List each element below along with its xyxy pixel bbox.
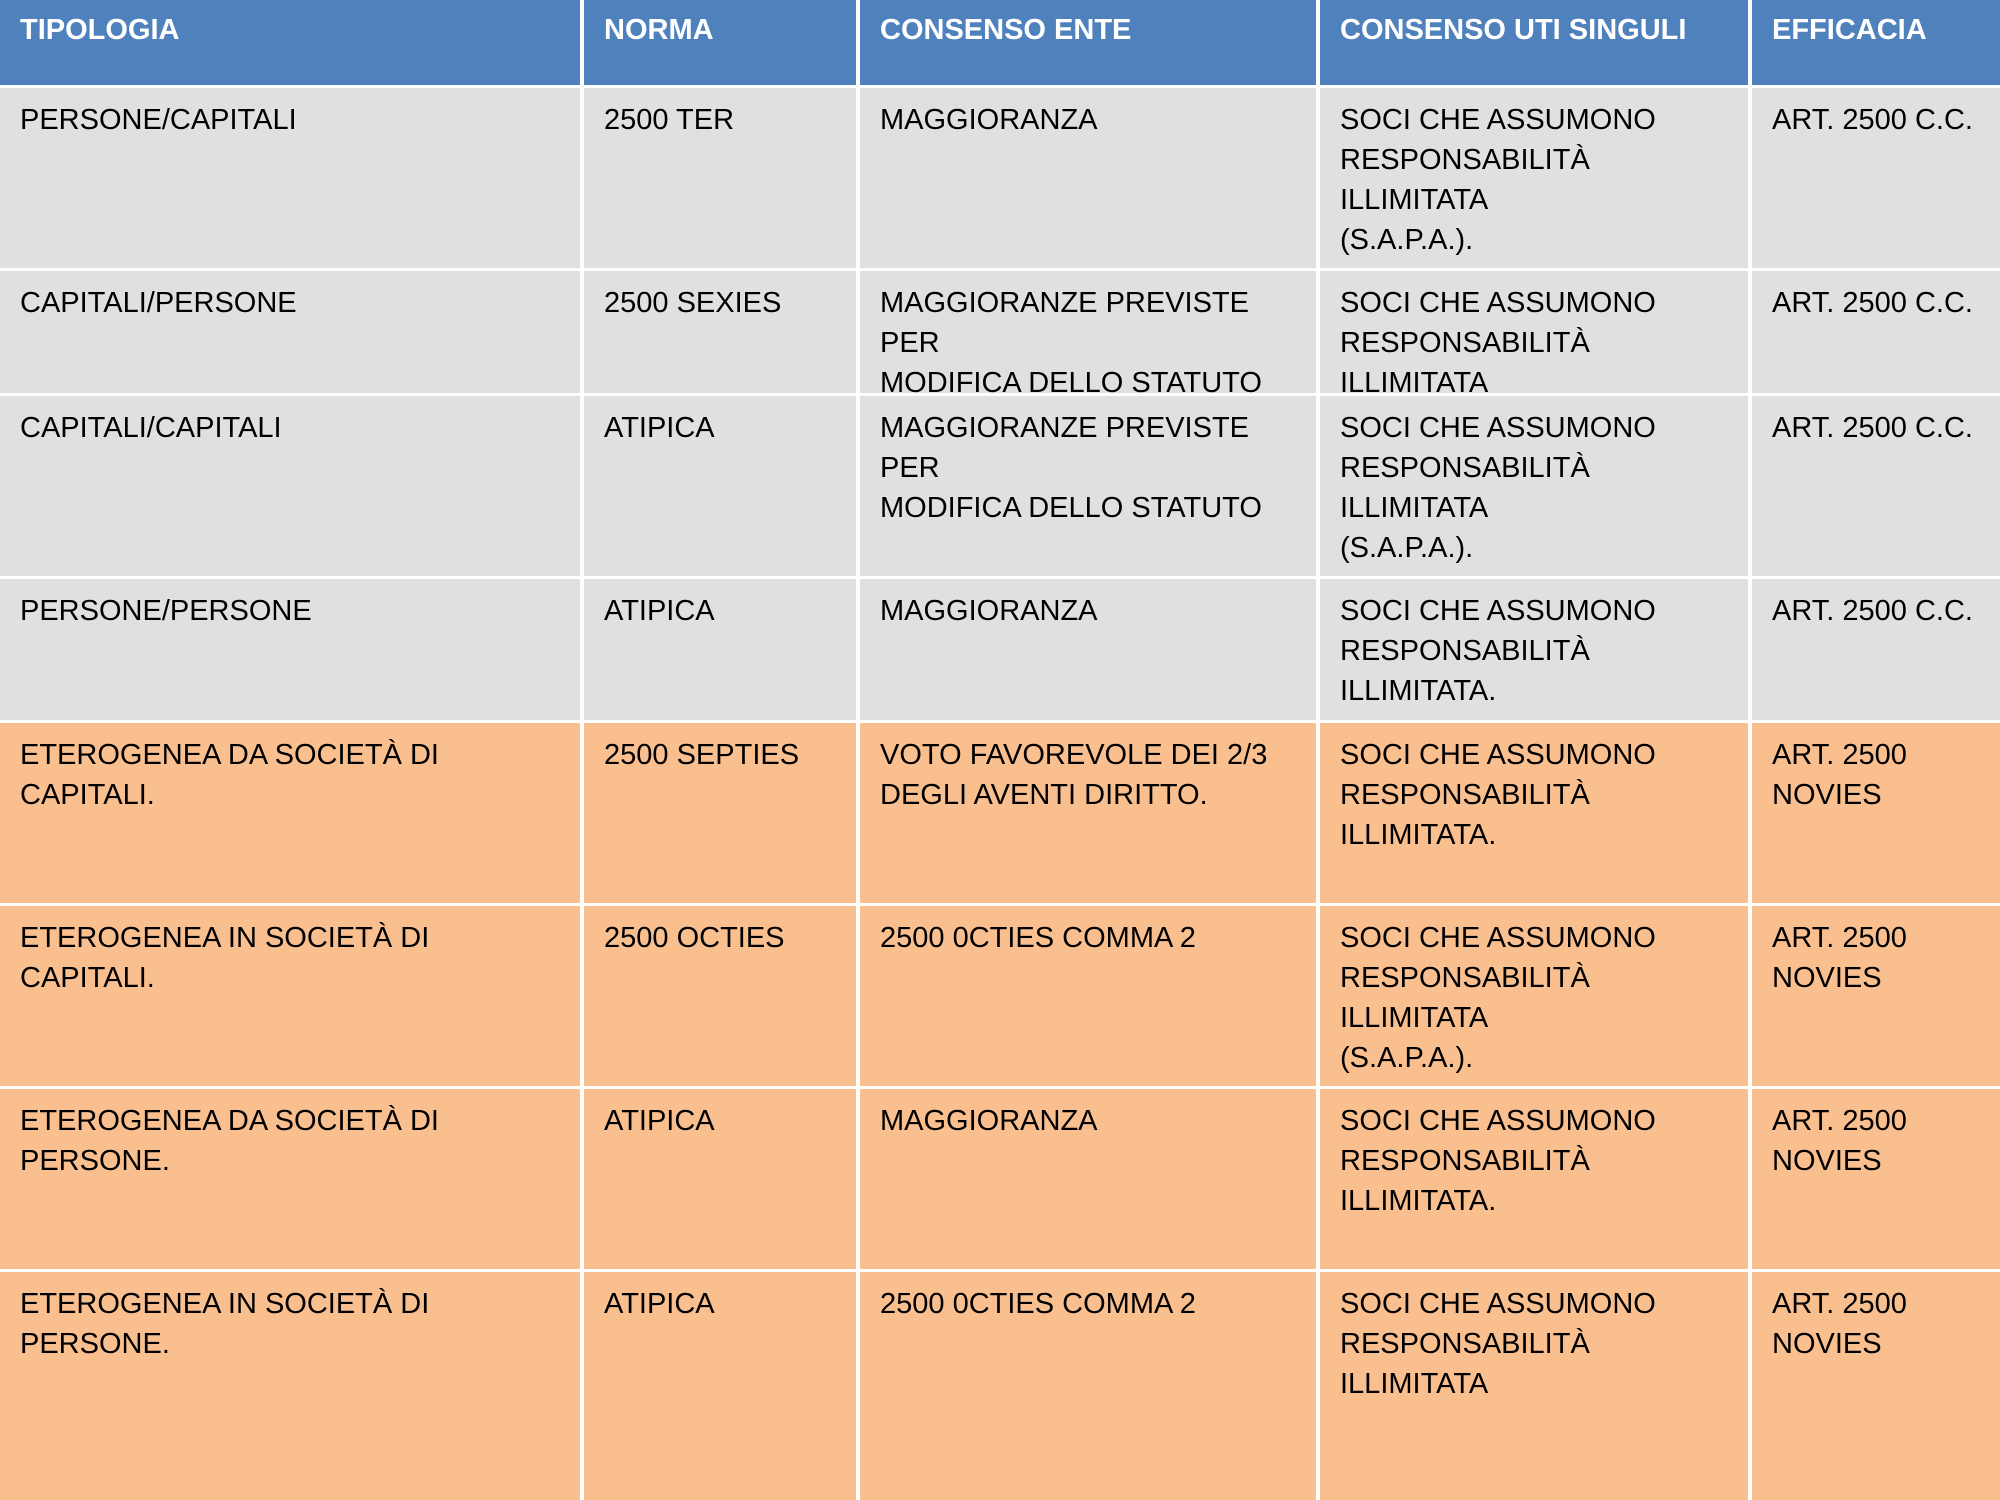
header-consenso-uti-singuli: CONSENSO UTI SINGULI <box>1320 0 1748 85</box>
header-consenso-ente: CONSENSO ENTE <box>860 0 1316 85</box>
cell-norma: 2500 SEPTIES <box>584 723 856 903</box>
cell-norma: 2500 OCTIES <box>584 906 856 1086</box>
cell-consenso-uti-singuli: SOCI CHE ASSUMONO RESPONSABILITÀ ILLIMITATA <box>1320 1272 1748 1500</box>
header-efficacia: EFFICACIA <box>1752 0 2000 85</box>
cell-tipologia: ETEROGENEA IN SOCIETÀ DI CAPITALI. <box>0 906 580 1086</box>
cell-norma: ATIPICA <box>584 579 856 720</box>
cell-efficacia: ART. 2500 C.C. <box>1752 396 2000 576</box>
cell-consenso-uti-singuli: SOCI CHE ASSUMONO RESPONSABILITÀ ILLIMITATA (S.A.P.A.). <box>1320 396 1748 576</box>
cell-efficacia: ART. 2500 NOVIES <box>1752 723 2000 903</box>
cell-efficacia: ART. 2500 C.C. <box>1752 271 2000 393</box>
cell-tipologia: CAPITALI/PERSONE <box>0 271 580 393</box>
cell-consenso-ente: MAGGIORANZA <box>860 88 1316 268</box>
cell-consenso-uti-singuli: SOCI CHE ASSUMONO RESPONSABILITÀ ILLIMITATA (S.A.P.A.). <box>1320 906 1748 1086</box>
cell-norma: ATIPICA <box>584 396 856 576</box>
cell-consenso-uti-singuli: SOCI CHE ASSUMONO RESPONSABILITÀ ILLIMITATA. <box>1320 1089 1748 1269</box>
cell-efficacia: ART. 2500 NOVIES <box>1752 906 2000 1086</box>
cell-tipologia: PERSONE/PERSONE <box>0 579 580 720</box>
cell-efficacia: ART. 2500 C.C. <box>1752 579 2000 720</box>
cell-efficacia: ART. 2500 C.C. <box>1752 88 2000 268</box>
cell-consenso-uti-singuli: SOCI CHE ASSUMONO RESPONSABILITÀ ILLIMITATA. <box>1320 723 1748 903</box>
cell-tipologia: CAPITALI/CAPITALI <box>0 396 580 576</box>
cell-norma: ATIPICA <box>584 1272 856 1500</box>
cell-consenso-uti-singuli: SOCI CHE ASSUMONO RESPONSABILITÀ ILLIMITATA (S.A.P.A.). <box>1320 88 1748 268</box>
cell-efficacia: ART. 2500 NOVIES <box>1752 1089 2000 1269</box>
cell-tipologia: ETEROGENEA IN SOCIETÀ DI PERSONE. <box>0 1272 580 1500</box>
cell-tipologia: ETEROGENEA DA SOCIETÀ DI PERSONE. <box>0 1089 580 1269</box>
cell-consenso-ente: MAGGIORANZE PREVISTE PER MODIFICA DELLO STATUTO <box>860 271 1316 393</box>
cell-consenso-uti-singuli: SOCI CHE ASSUMONO RESPONSABILITÀ ILLIMITATA <box>1320 271 1748 393</box>
cell-norma: ATIPICA <box>584 1089 856 1269</box>
cell-consenso-ente: MAGGIORANZA <box>860 1089 1316 1269</box>
cell-consenso-ente: VOTO FAVOREVOLE DEI 2/3 DEGLI AVENTI DIRITTO. <box>860 723 1316 903</box>
cell-consenso-ente: MAGGIORANZA <box>860 579 1316 720</box>
cell-consenso-ente: MAGGIORANZE PREVISTE PER MODIFICA DELLO STATUTO <box>860 396 1316 576</box>
header-norma: NORMA <box>584 0 856 85</box>
cell-norma: 2500 TER <box>584 88 856 268</box>
cell-consenso-uti-singuli: SOCI CHE ASSUMONO RESPONSABILITÀ ILLIMITATA. <box>1320 579 1748 720</box>
cell-tipologia: PERSONE/CAPITALI <box>0 88 580 268</box>
header-tipologia: TIPOLOGIA <box>0 0 580 85</box>
cell-consenso-ente: 2500 0CTIES COMMA 2 <box>860 1272 1316 1500</box>
cell-norma: 2500 SEXIES <box>584 271 856 393</box>
cell-tipologia: ETEROGENEA DA SOCIETÀ DI CAPITALI. <box>0 723 580 903</box>
cell-consenso-ente: 2500 0CTIES COMMA 2 <box>860 906 1316 1086</box>
cell-efficacia: ART. 2500 NOVIES <box>1752 1272 2000 1500</box>
